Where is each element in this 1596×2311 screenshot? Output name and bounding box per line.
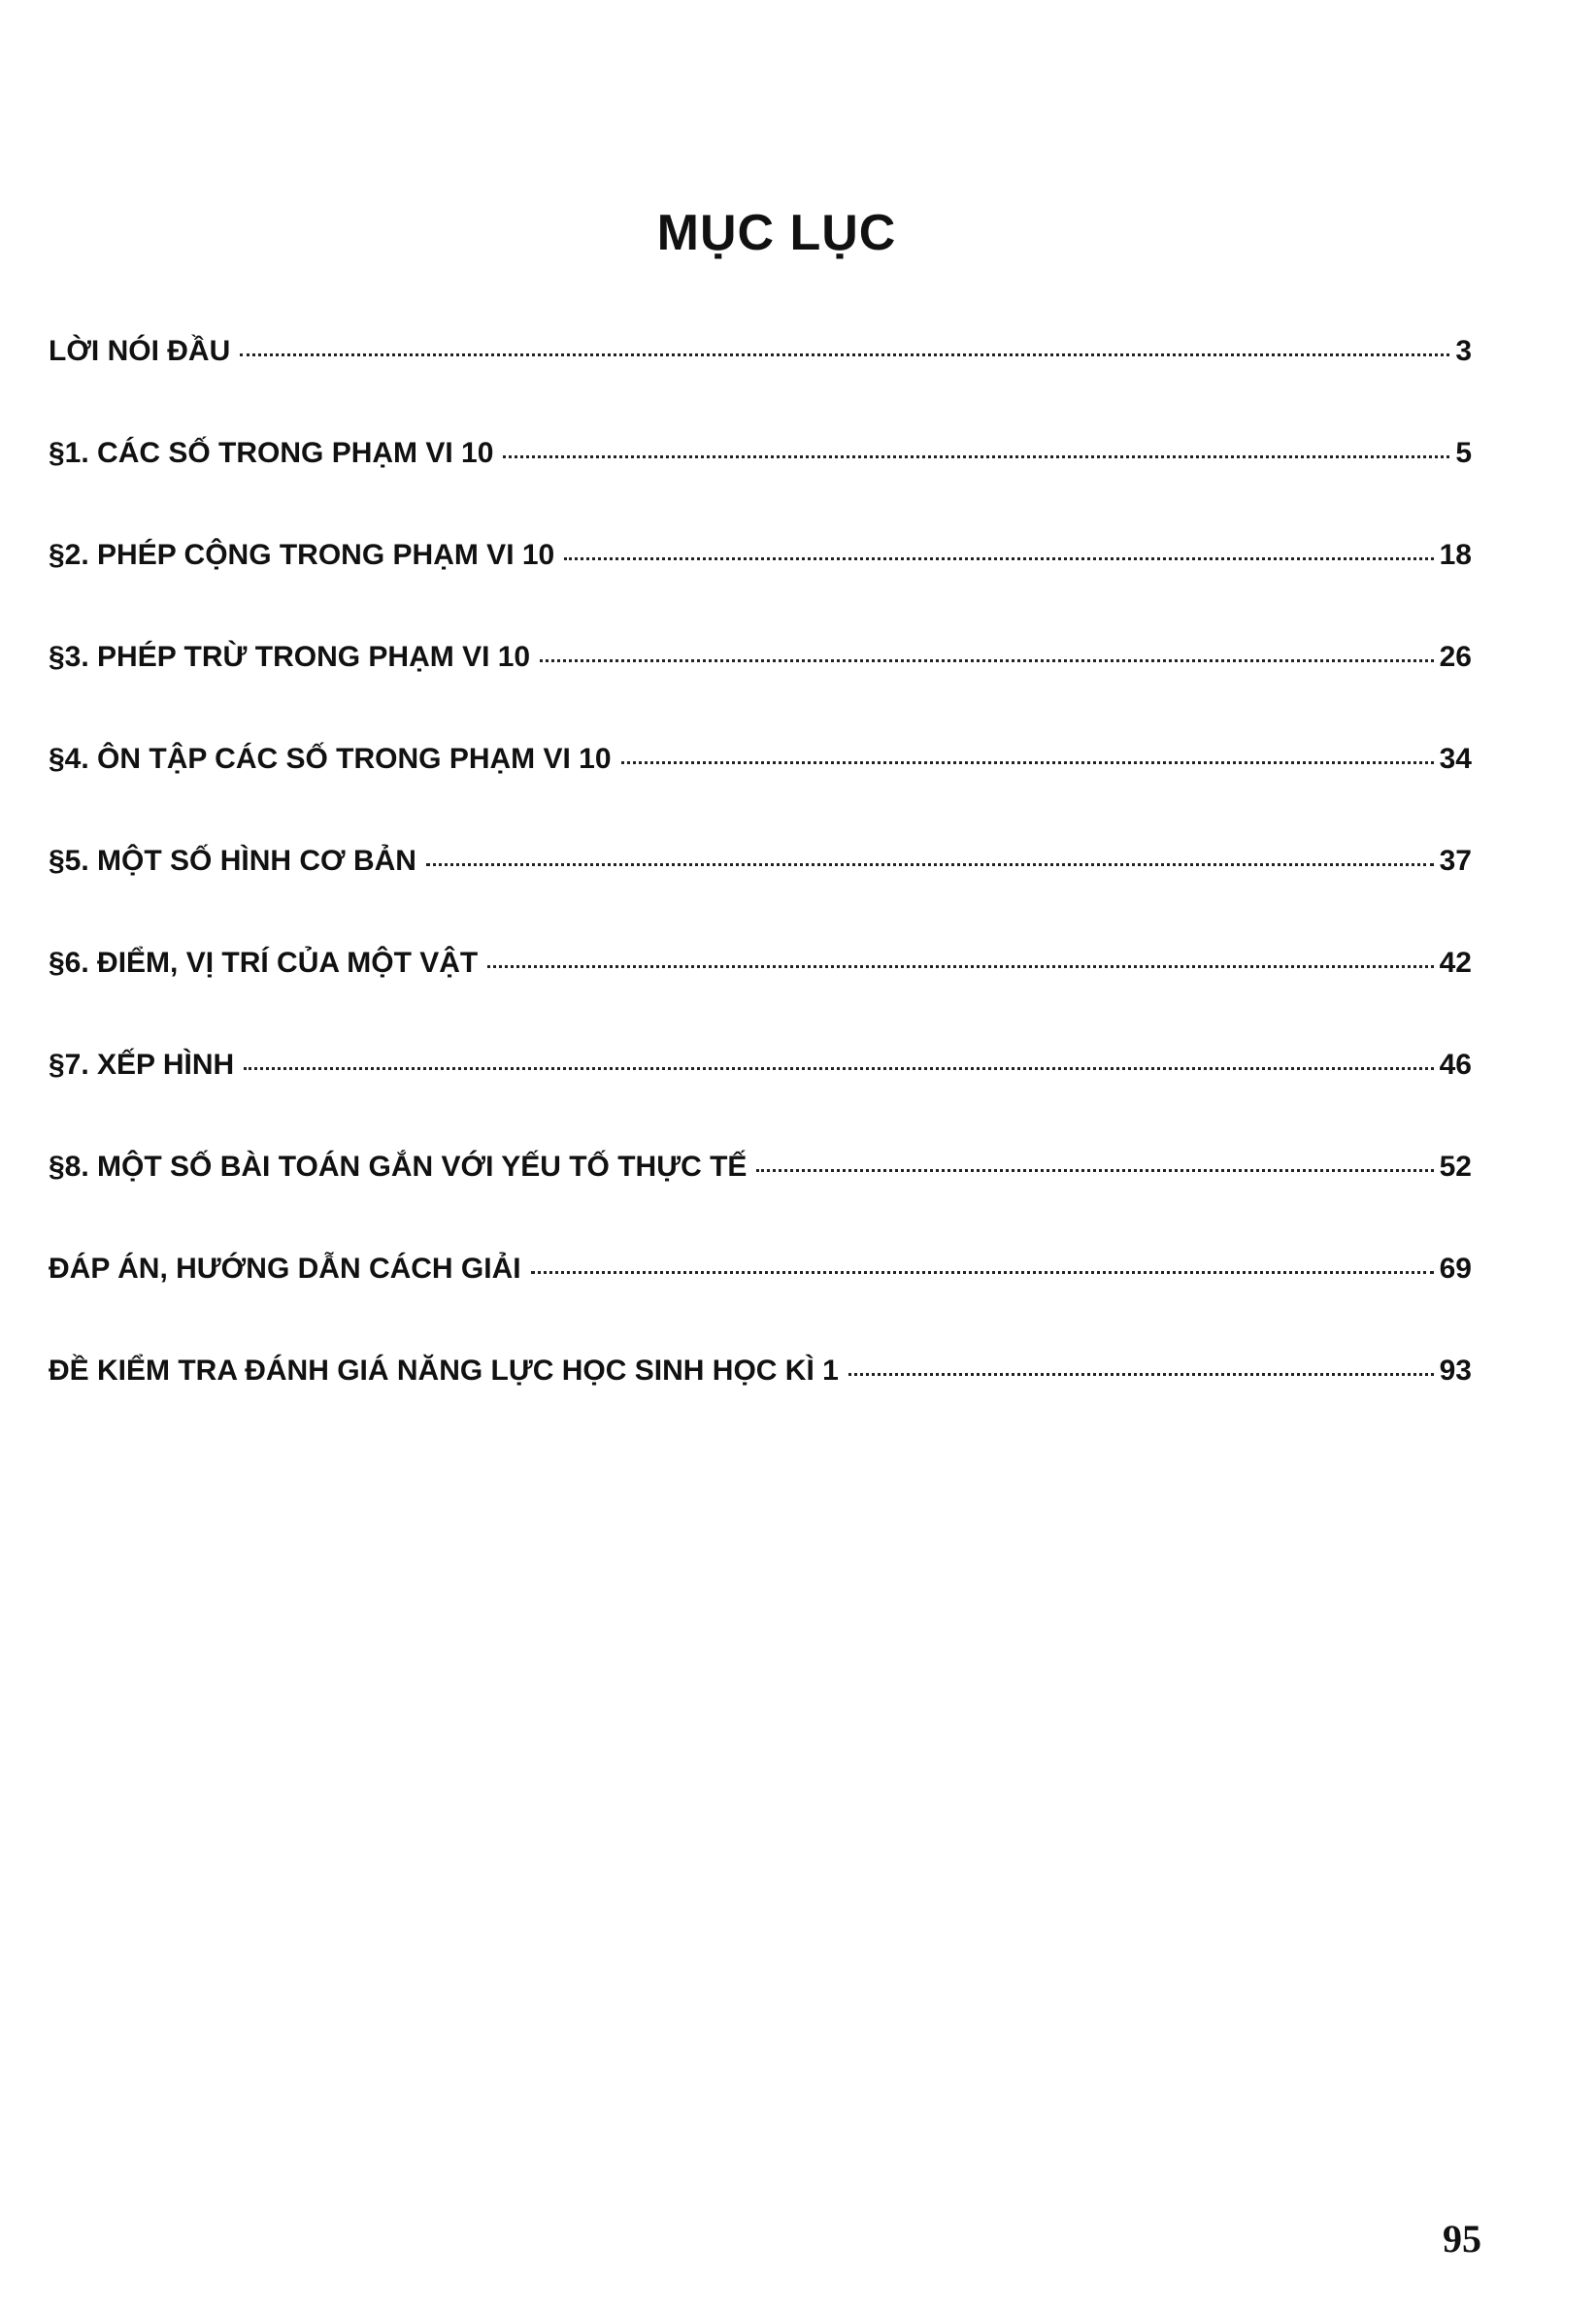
toc-entry-label: §7. XẾP HÌNH bbox=[49, 1049, 235, 1081]
toc-entry-page: 18 bbox=[1439, 539, 1472, 571]
toc-entry-page: 69 bbox=[1439, 1253, 1472, 1285]
dot-leader bbox=[756, 1169, 1433, 1172]
toc-entry-section-2 bbox=[49, 539, 1472, 641]
table-of-contents bbox=[49, 335, 1472, 1457]
dot-leader bbox=[848, 1373, 1434, 1376]
toc-entry-label: ĐỀ KIỂM TRA ĐÁNH GIÁ NĂNG LỰC HỌC SINH HỌC KÌ 1 bbox=[49, 1355, 839, 1387]
toc-entry-page: 26 bbox=[1439, 641, 1472, 673]
toc-entry-label: §1. CÁC SỐ TRONG PHẠM VI 10 bbox=[49, 437, 494, 469]
toc-entry-page: 5 bbox=[1455, 437, 1472, 469]
toc-entry-page: 93 bbox=[1439, 1355, 1472, 1387]
toc-entry-label: §2. PHÉP CỘNG TRONG PHẠM VI 10 bbox=[49, 539, 555, 571]
toc-entry-section-5 bbox=[49, 845, 1472, 947]
toc-entry-page: 52 bbox=[1439, 1151, 1472, 1183]
dot-leader bbox=[621, 761, 1434, 764]
dot-leader bbox=[503, 455, 1449, 458]
toc-entry-section-3 bbox=[49, 641, 1472, 743]
dot-leader bbox=[564, 557, 1433, 560]
toc-entry-page: 34 bbox=[1439, 743, 1472, 775]
toc-entry-label: §6. ĐIỂM, VỊ TRÍ CỦA MỘT VẬT bbox=[49, 947, 479, 979]
toc-entry-page: 3 bbox=[1455, 335, 1472, 367]
toc-entry-label: §8. MỘT SỐ BÀI TOÁN GẮN VỚI YẾU TỐ THỰC TẾ bbox=[49, 1151, 748, 1183]
toc-entry-section-6 bbox=[49, 947, 1472, 1049]
toc-entry-label: ĐÁP ÁN, HƯỚNG DẪN CÁCH GIẢI bbox=[49, 1253, 521, 1285]
toc-entry-section-7 bbox=[49, 1049, 1472, 1151]
toc-entry-label: §4. ÔN TẬP CÁC SỐ TRONG PHẠM VI 10 bbox=[49, 743, 612, 775]
dot-leader bbox=[426, 863, 1434, 866]
dot-leader bbox=[531, 1271, 1434, 1274]
toc-entry-label: LỜI NÓI ĐẦU bbox=[49, 335, 231, 367]
toc-entry-section-1 bbox=[49, 437, 1472, 539]
toc-entry-section-4 bbox=[49, 743, 1472, 845]
toc-entry-page: 46 bbox=[1439, 1049, 1472, 1081]
toc-entry-answers bbox=[49, 1253, 1472, 1355]
dot-leader bbox=[540, 659, 1434, 662]
dot-leader bbox=[240, 353, 1449, 356]
toc-entry-label: §3. PHÉP TRỪ TRONG PHẠM VI 10 bbox=[49, 641, 531, 673]
toc-entry-section-8 bbox=[49, 1151, 1472, 1253]
dot-leader bbox=[244, 1067, 1433, 1070]
toc-entry-page: 37 bbox=[1439, 845, 1472, 877]
toc-entry-page: 42 bbox=[1439, 947, 1472, 979]
toc-entry-test bbox=[49, 1355, 1472, 1457]
toc-entry-label: §5. MỘT SỐ HÌNH CƠ BẢN bbox=[49, 845, 416, 877]
page-title: MỤC LỤC bbox=[656, 205, 897, 261]
dot-leader bbox=[487, 965, 1433, 968]
page-number: 95 bbox=[1443, 2217, 1481, 2261]
toc-entry-foreword bbox=[49, 335, 1472, 437]
